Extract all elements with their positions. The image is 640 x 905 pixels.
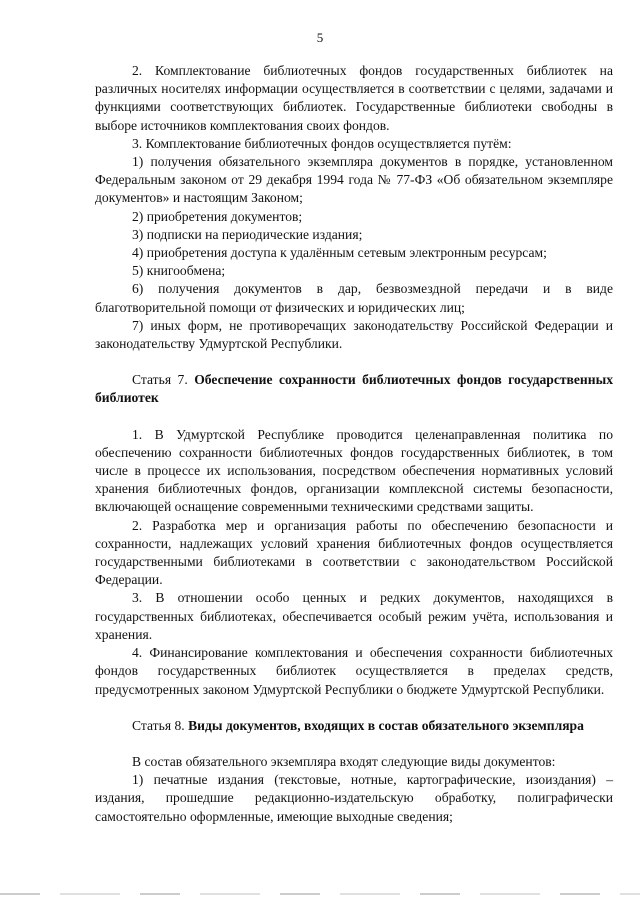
article-title: Виды документов, входящих в состав обязательного экземпляра bbox=[188, 717, 584, 733]
paragraph: 2) приобретения документов; bbox=[132, 208, 303, 224]
article-title: Обеспечение сохранности библиотечных фондов государственных библиотек bbox=[95, 372, 614, 406]
article-number: Статья 7. bbox=[132, 372, 188, 388]
article-heading bbox=[95, 717, 613, 735]
scan-artifact-line bbox=[0, 893, 640, 895]
paragraph: 7) иных форм, не противоречащих законодательству Российской Федерации и законодательству Удмуртской Республики. bbox=[95, 317, 613, 352]
paragraph: 4. Финансирование комплектования и обеспечения сохранности библиотечных фондов государственных библиотек осуществляется в пределах средств, предусмотренных законом Удмуртской Республики о бюджете Удмуртской Республики. bbox=[95, 645, 613, 697]
section-gap bbox=[95, 408, 613, 426]
paragraph: 5) книгообмена; bbox=[132, 263, 226, 279]
section-gap bbox=[95, 353, 613, 371]
paragraph: 6) получения документов в дар, безвозмездной передачи и в виде благотворительной помощи от физических и юридических лиц; bbox=[95, 281, 613, 315]
document-body bbox=[95, 62, 613, 826]
paragraph: 1) получения обязательного экземпляра документов в порядке, установленном Федеральным законом от 29 декабря 1994 года № 77-ФЗ «Об обязательном экземпляре документов» и настоящим Законом; bbox=[95, 154, 613, 206]
paragraph: 4) приобретения доступа к удалённым сетевым электронным ресурсам; bbox=[132, 245, 547, 261]
paragraph: 3. В отношении особо ценных и редких документов, находящихся в государственных библиотеках, обеспечивается особый режим учёта, использования и хранения. bbox=[95, 590, 613, 642]
paragraph: 1. В Удмуртской Республике проводится целенаправленная политика по обеспечению сохранности библиотечных фондов государственных библиотек, в том числе в процессе их использования, посредством обеспечения нормативных условий хранения библиотечных фондов, организации комплексной системы безопасности, включающей оснащение современными техническими средствами защиты. bbox=[95, 426, 613, 515]
section-gap bbox=[95, 735, 613, 753]
paragraph: 3) подписки на периодические издания; bbox=[132, 226, 363, 242]
paragraph: 2. Разработка мер и организация работы по обеспечению безопасности и сохранности, надлежащих условий хранения библиотечных фондов осуществляется государственными библиотеками в соответствии с законодательством Российской Федерации. bbox=[95, 517, 613, 588]
article-number: Статья 8. bbox=[132, 717, 185, 733]
paragraph: 2. Комплектование библиотечных фондов государственных библиотек на различных носителях информации осуществляется в соответствии с целями, задачами и функциями соответствующих библиотек. Государственные библиотеки свободны в выборе источников комплектования своих фондов. bbox=[95, 63, 613, 133]
paragraph: 1) печатные издания (текстовые, нотные, картографические, изоиздания) – издания, прошедшие редакционно-издательскую обработку, полиграфически самостоятельно оформленные, имеющие выходные сведения; bbox=[95, 772, 613, 824]
paragraph: В состав обязательного экземпляра входят следующие виды документов: bbox=[132, 753, 556, 769]
paragraph: 3. Комплектование библиотечных фондов осуществляется путём: bbox=[132, 135, 512, 151]
page-number: 5 bbox=[316, 30, 324, 45]
article-heading bbox=[95, 371, 613, 407]
section-gap bbox=[95, 699, 613, 717]
